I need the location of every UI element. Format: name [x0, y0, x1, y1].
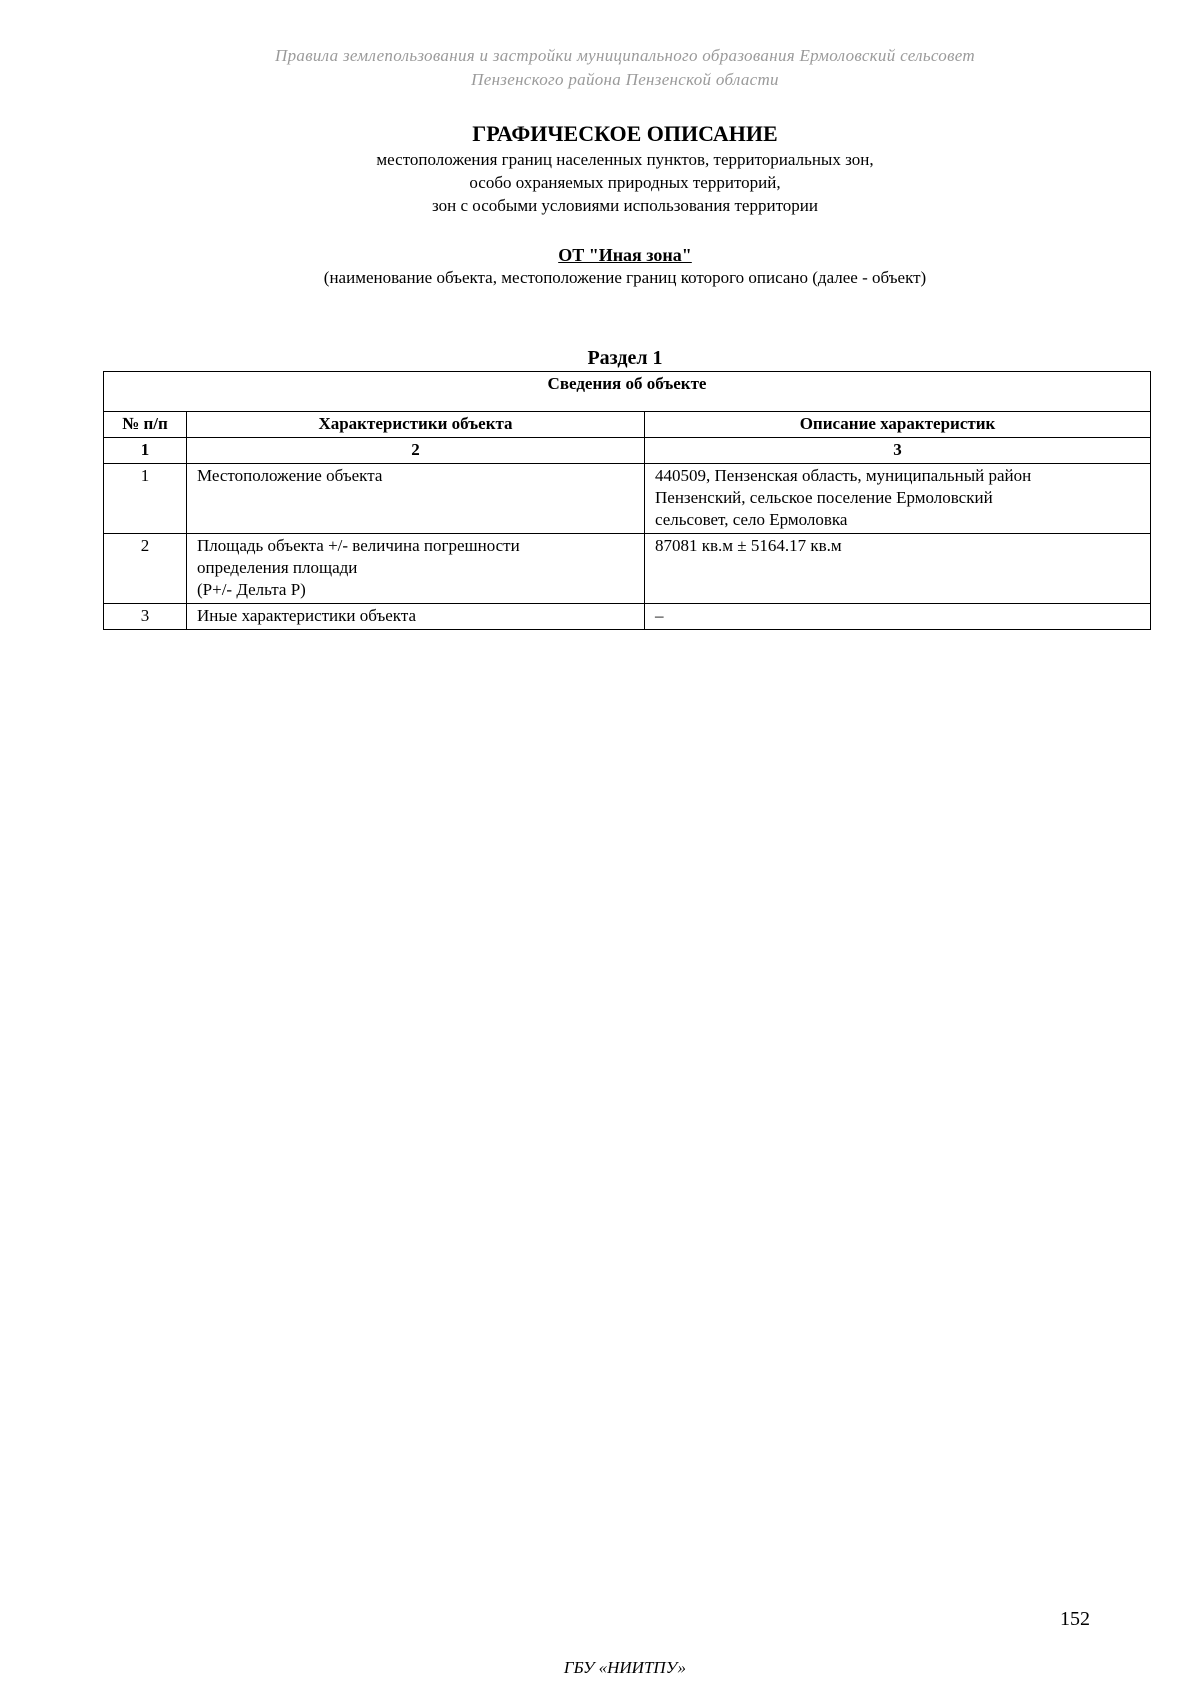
column-number: 3	[645, 438, 1151, 464]
cell-line: (P+/- Дельта P)	[197, 580, 306, 599]
header-characteristic: Характеристики объекта	[187, 412, 645, 438]
column-number: 2	[187, 438, 645, 464]
cell-line: определения площади	[197, 558, 358, 577]
running-header-line-2: Пензенского района Пензенской области	[471, 70, 779, 89]
cell-line: сельсовет, село Ермоловка	[655, 510, 848, 529]
table-row	[104, 604, 1151, 630]
cell-line: Местоположение объекта	[197, 466, 383, 485]
table-header-row	[104, 412, 1151, 438]
footer-organization: ГБУ «НИИТПУ»	[563, 1658, 687, 1677]
header-description: Описание характеристик	[645, 412, 1151, 438]
column-number: 1	[104, 438, 187, 464]
title-block	[0, 120, 1200, 217]
cell-line: Пензенский, сельское поселение Ермоловский	[655, 488, 993, 507]
cell-line: Иные характеристики объекта	[197, 606, 417, 625]
running-header-line-1: Правила землепользования и застройки муниципального образования Ермоловский сельсовет	[275, 46, 975, 65]
table-caption-row	[104, 372, 1151, 412]
section-title: Раздел 1	[587, 347, 663, 369]
object-info-table	[103, 371, 1151, 630]
row-number: 3	[104, 604, 187, 630]
row-number: 2	[104, 534, 187, 604]
subtitle-line-2: особо охраняемых природных территорий,	[469, 173, 781, 192]
cell-line: 440509, Пензенская область, муниципальный район	[655, 466, 1032, 485]
row-description	[645, 464, 1151, 534]
document-title: ГРАФИЧЕСКОЕ ОПИСАНИЕ	[472, 121, 778, 146]
row-characteristic	[187, 534, 645, 604]
page-number: 152	[1060, 1608, 1090, 1630]
table-row	[104, 534, 1151, 604]
cell-line: Площадь объекта +/- величина погрешности	[197, 536, 520, 555]
table-caption: Сведения об объекте	[104, 372, 1151, 412]
row-characteristic	[187, 604, 645, 630]
row-description	[645, 604, 1151, 630]
object-name: ОТ "Иная зона"	[558, 245, 692, 265]
row-description	[645, 534, 1151, 604]
row-characteristic	[187, 464, 645, 534]
subtitle-line-1: местоположения границ населенных пунктов, территориальных зон,	[376, 150, 874, 169]
table-row	[104, 464, 1151, 534]
subtitle-line-3: зон с особыми условиями использования территории	[432, 196, 818, 215]
running-header	[0, 44, 1200, 92]
object-caption: (наименование объекта, местоположение границ которого описано (далее - объект)	[323, 268, 927, 287]
row-number: 1	[104, 464, 187, 534]
cell-line: 87081 кв.м ± 5164.17 кв.м	[655, 536, 842, 555]
cell-line: –	[655, 606, 664, 625]
column-number-row	[104, 438, 1151, 464]
header-number: № п/п	[104, 412, 187, 438]
